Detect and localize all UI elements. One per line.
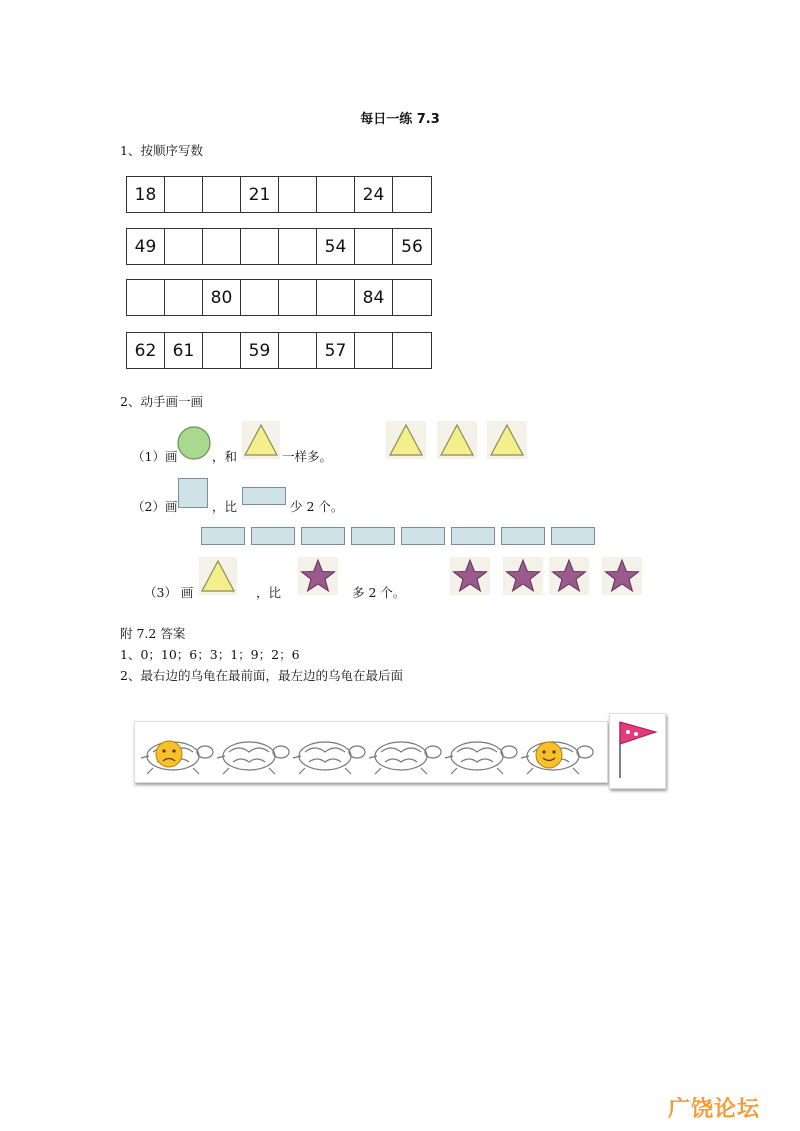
answers-line-2: 2、最右边的乌龟在最前面，最左边的乌龟在最后面 [120, 668, 403, 683]
q2-p1-suffix: 一样多。 [282, 449, 333, 464]
turtle-row-image [134, 721, 608, 783]
rectangle-icon [242, 487, 286, 505]
q2-p3-suffix: 多 2 个。 [352, 585, 406, 600]
number-cell[interactable]: 18 [127, 177, 165, 212]
number-cell[interactable]: 62 [127, 333, 165, 368]
number-cell[interactable]: 57 [317, 333, 355, 368]
watermark-logo [668, 1092, 760, 1123]
number-cell[interactable]: 59 [241, 333, 279, 368]
q2-p2-mid: ，比 [212, 499, 238, 514]
number-cell[interactable] [317, 280, 355, 315]
number-cell[interactable] [393, 333, 431, 368]
circle-icon [176, 425, 212, 461]
number-cell[interactable]: 54 [317, 229, 355, 264]
rectangle-icon [551, 527, 595, 545]
star-icon [452, 558, 488, 594]
number-cell[interactable]: 24 [355, 177, 393, 212]
q1-heading: 1、按顺序写数 [120, 143, 203, 158]
star-icon [505, 558, 541, 594]
number-cell[interactable] [165, 229, 203, 264]
rectangle-icon [351, 527, 395, 545]
rectangle-icon [251, 527, 295, 545]
q2-heading: 2、动手画一画 [120, 394, 203, 409]
q2-p2-suffix: 少 2 个。 [290, 499, 344, 514]
number-cell[interactable] [279, 333, 317, 368]
number-row-1 [126, 176, 432, 213]
smiley-face-icon [536, 742, 562, 768]
number-cell[interactable] [203, 229, 241, 264]
triangle-icon [387, 421, 425, 459]
rectangle-icon [201, 527, 245, 545]
star-icon [551, 558, 587, 594]
number-row-3 [126, 279, 432, 316]
number-cell[interactable] [165, 280, 203, 315]
triangle-icon [438, 421, 476, 459]
number-cell[interactable] [279, 177, 317, 212]
sad-face-icon [156, 741, 182, 767]
number-cell[interactable] [203, 333, 241, 368]
turtle-illustration [135, 722, 607, 782]
number-row-2 [126, 228, 432, 265]
number-cell[interactable] [279, 229, 317, 264]
number-cell[interactable] [165, 177, 203, 212]
number-cell[interactable]: 49 [127, 229, 165, 264]
number-cell[interactable]: 21 [241, 177, 279, 212]
number-cell[interactable] [393, 280, 431, 315]
answers-heading: 附 7.2 答案 [120, 626, 186, 641]
page-title: 每日一练 7.3 [360, 112, 440, 127]
rectangle-icon [301, 527, 345, 545]
number-cell[interactable] [241, 229, 279, 264]
rectangle-icon [451, 527, 495, 545]
q2-p3-prefix: （3） 画 [144, 585, 194, 600]
number-cell[interactable] [355, 229, 393, 264]
number-cell[interactable]: 61 [165, 333, 203, 368]
number-cell[interactable]: 84 [355, 280, 393, 315]
number-row-4 [126, 332, 432, 369]
star-icon [604, 558, 640, 594]
triangle-icon [488, 421, 526, 459]
rectangle-icon [401, 527, 445, 545]
q2-p1-prefix: （1）画 [132, 449, 178, 464]
answers-line-1: 1、0；10；6；3；1；9；2；6 [120, 647, 300, 662]
number-cell[interactable] [279, 280, 317, 315]
square-icon [178, 478, 208, 508]
triangle-icon [199, 557, 237, 595]
number-cell[interactable] [355, 333, 393, 368]
number-cell[interactable]: 56 [401, 236, 423, 257]
rectangle-icon [501, 527, 545, 545]
q2-p1-mid: ，和 [212, 449, 238, 464]
number-cell[interactable] [241, 280, 279, 315]
star-icon [300, 558, 336, 594]
number-cell[interactable] [393, 177, 431, 212]
number-cell[interactable] [317, 177, 355, 212]
number-cell[interactable]: 80 [203, 280, 241, 315]
flag-image [609, 713, 666, 789]
triangle-icon [242, 421, 280, 459]
flag-icon [610, 714, 665, 788]
q2-p3-mid: ，比 [256, 585, 282, 600]
number-cell[interactable] [127, 280, 165, 315]
watermark-text: 广饶论坛 [668, 1097, 761, 1122]
number-cell[interactable] [203, 177, 241, 212]
q2-p2-prefix: （2）画 [132, 499, 178, 514]
